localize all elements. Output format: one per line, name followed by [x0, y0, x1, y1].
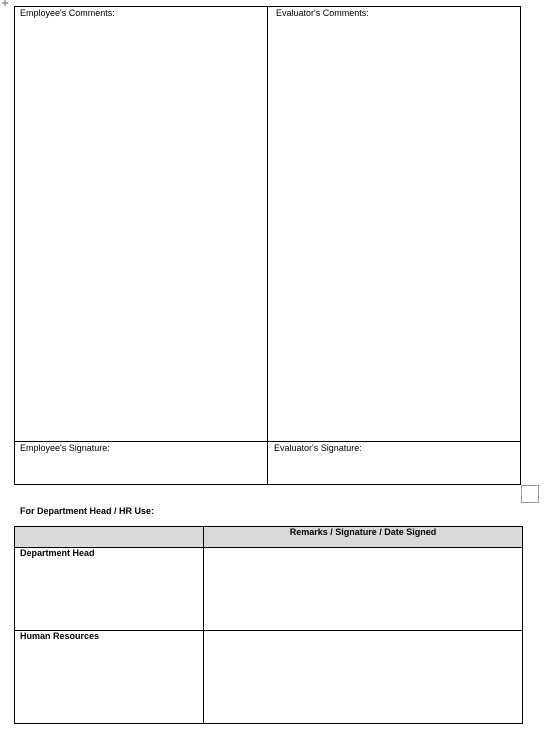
- evaluator-signature-label: Evaluator's Signature:: [274, 443, 362, 453]
- employee-signature-label: Employee's Signature:: [20, 443, 110, 453]
- department-head-label: Department Head: [20, 548, 95, 558]
- employee-signature-field[interactable]: [15, 455, 266, 484]
- employee-comments-field[interactable]: [15, 20, 266, 440]
- evaluator-comments-label: Evaluator's Comments:: [276, 8, 369, 18]
- table-resize-handle[interactable]: [521, 485, 539, 503]
- hr-section-heading: For Department Head / HR Use:: [20, 506, 155, 516]
- employee-comments-label: Employee's Comments:: [20, 8, 115, 18]
- evaluator-comments-field[interactable]: [268, 20, 520, 440]
- department-head-remarks-field[interactable]: [204, 548, 522, 630]
- human-resources-remarks-field[interactable]: [204, 631, 522, 723]
- signature-row-divider: [14, 441, 521, 442]
- evaluator-signature-field[interactable]: [268, 455, 520, 484]
- human-resources-label: Human Resources: [20, 631, 100, 641]
- table-move-handle-icon[interactable]: [0, 0, 10, 6]
- remarks-column-header: Remarks / Signature / Date Signed: [289, 527, 437, 537]
